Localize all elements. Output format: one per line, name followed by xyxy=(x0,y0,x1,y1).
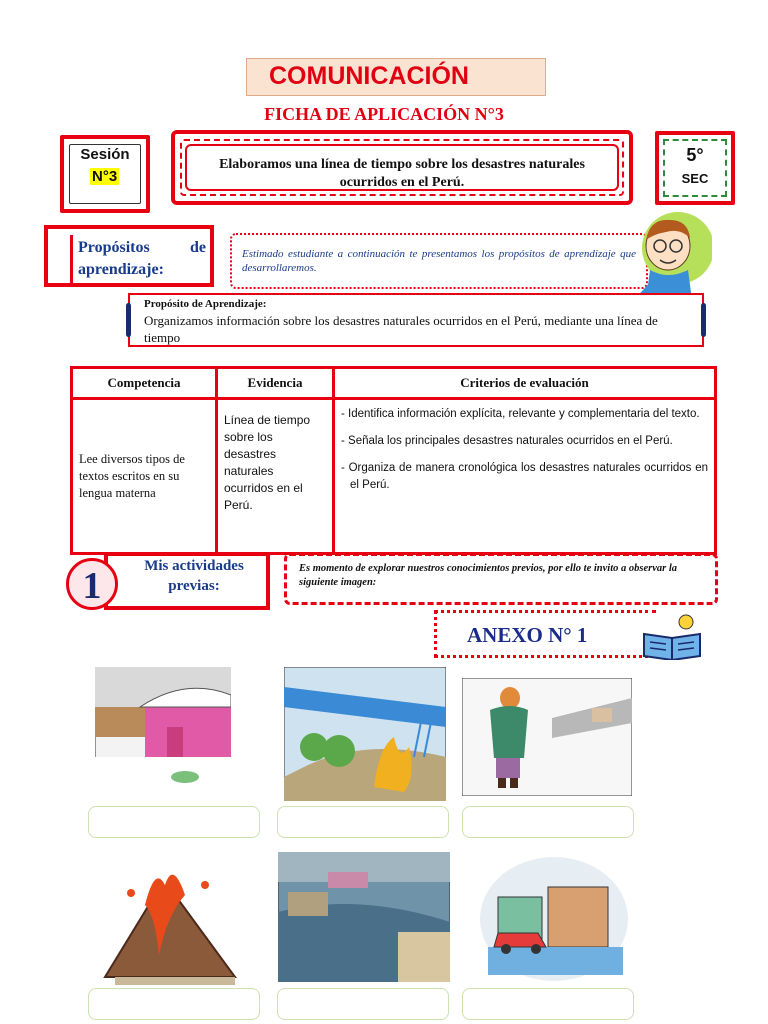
answer-field-4[interactable] xyxy=(88,988,260,1020)
flood-town-icon xyxy=(278,852,450,982)
purpose-title: Propósito de Aprendizaje: xyxy=(144,298,267,310)
header-evidencia: Evidencia xyxy=(217,368,334,399)
fire-storm-icon xyxy=(284,667,446,801)
cold-person-icon xyxy=(462,678,632,796)
topic-title-box xyxy=(171,130,633,205)
criterion-item: - Organiza de manera cronológica los desastres naturales ocurridos en el Perú. xyxy=(341,460,708,494)
criteria-table xyxy=(70,366,717,555)
answer-field-5[interactable] xyxy=(277,988,449,1020)
instruction-box xyxy=(284,553,718,605)
grade-level: SEC xyxy=(681,171,709,186)
open-book-icon xyxy=(640,610,706,660)
annex-label: ANEXO N° 1 xyxy=(467,623,588,647)
session-badge xyxy=(60,135,150,213)
annex-box xyxy=(434,610,656,658)
grade-badge xyxy=(655,131,735,205)
instruction-text: Es momento de explorar nuestros conocimientos previos, por ello te invito a observar la siguiente imagen: xyxy=(299,563,677,588)
criterion-item: - Identifica información explícita, relevante y complementaria del texto. xyxy=(341,406,708,423)
purposes-note: Estimado estudiante a continuación te presentamos los propósitos de aprendizaje que desarrollaremos. xyxy=(242,248,636,274)
activity-label-box xyxy=(104,552,270,610)
worksheet-title: FICHA DE APLICACIÓN N°3 xyxy=(264,104,504,124)
session-number: N°3 xyxy=(92,168,118,185)
purpose-text: Organizamos información sobre los desastres naturales ocurridos en el Perú, mediante una línea de tiempo xyxy=(144,313,658,345)
flooded-street-icon xyxy=(478,857,630,985)
header-competencia: Competencia xyxy=(72,368,217,399)
criterion-item: - Señala los principales desastres naturales ocurridos en el Perú. xyxy=(341,433,708,450)
answer-field-2[interactable] xyxy=(277,806,449,838)
purpose-box xyxy=(128,293,704,347)
criterios-cell xyxy=(334,399,716,554)
subject-title: COMUNICACIÓN xyxy=(246,58,546,96)
evidencia-cell: Línea de tiempo sobre los desastres naturales ocurridos en el Perú. xyxy=(217,399,334,554)
answer-field-6[interactable] xyxy=(462,988,634,1020)
competencia-cell: Lee diversos tipos de textos escritos en su lengua materna xyxy=(72,399,217,554)
purposes-note-box xyxy=(230,233,648,289)
purposes-label: Propósitos de aprendizaje: xyxy=(78,239,206,278)
topic-title: Elaboramos una línea de tiempo sobre los desastres naturales ocurridos en el Perú. xyxy=(219,157,585,190)
purposes-label-box xyxy=(44,225,214,287)
snow-house-icon xyxy=(95,667,231,797)
grade-number: 5° xyxy=(686,145,704,165)
header-criterios: Criterios de evaluación xyxy=(334,368,716,399)
answer-field-3[interactable] xyxy=(462,806,634,838)
session-label: Sesión xyxy=(80,146,130,163)
volcano-icon xyxy=(95,855,247,985)
answer-field-1[interactable] xyxy=(88,806,260,838)
activity-number: 1 xyxy=(66,558,118,610)
activity-label: Mis actividades previas: xyxy=(144,558,244,594)
